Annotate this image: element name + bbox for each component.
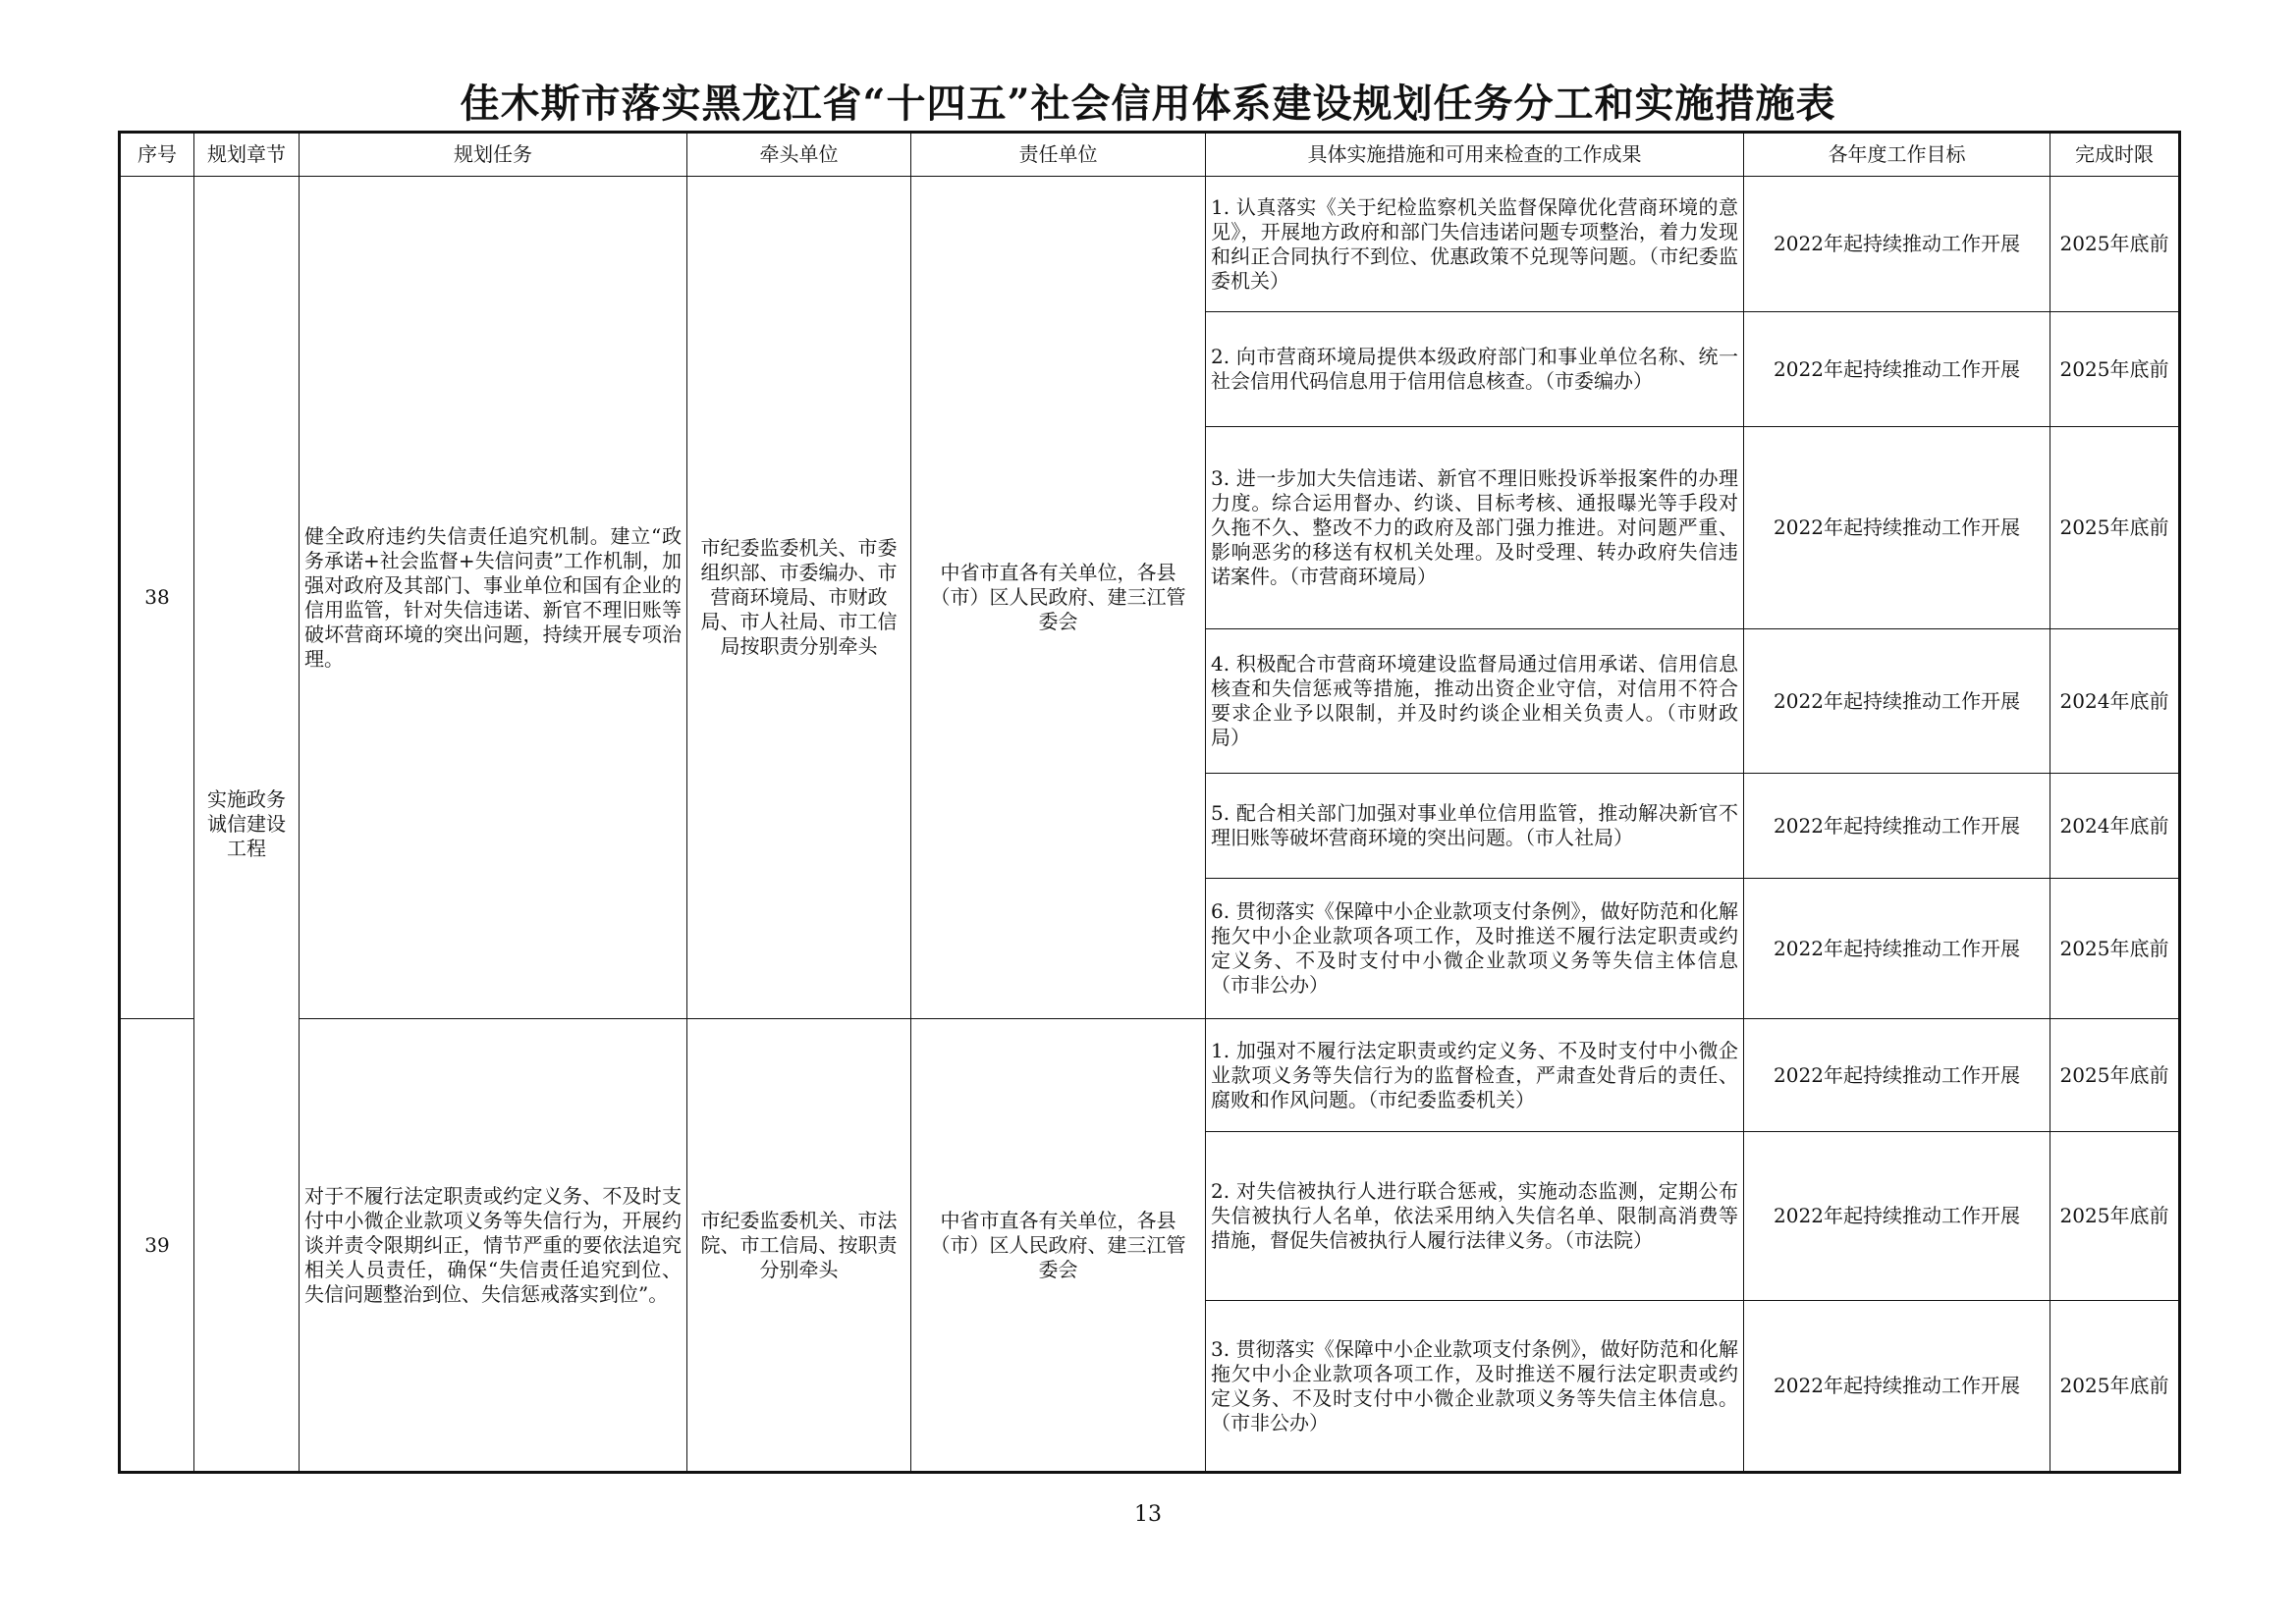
table-row xyxy=(120,177,2180,312)
task-cell: 健全政府违约失信责任追究机制。建立“政务承诺+社会监督+失信问责”工作机制，加强对政府及其部门、事业单位和国有企业的信用监管，针对失信违诺、新官不理旧账等破坏营商环境的突出问题，持续开展专项治理。 xyxy=(300,177,687,1019)
header-lead: 牵头单位 xyxy=(687,133,911,177)
row-no: 38 xyxy=(120,177,194,1019)
resp-cell: 中省市直各有关单位，各县（市）区人民政府、建三江管委会 xyxy=(911,1019,1206,1473)
header-row xyxy=(120,133,2180,177)
goal-cell: 2022年起持续推动工作开展 xyxy=(1744,629,2050,774)
goal-cell: 2022年起持续推动工作开展 xyxy=(1744,177,2050,312)
goal-cell: 2022年起持续推动工作开展 xyxy=(1744,879,2050,1019)
goal-cell: 2022年起持续推动工作开展 xyxy=(1744,312,2050,427)
measure-cell: 2. 向市营商环境局提供本级政府部门和事业单位名称、统一社会信用代码信息用于信用信息核查。（市委编办） xyxy=(1206,312,1744,427)
deadline-cell: 2025年底前 xyxy=(2050,1301,2180,1473)
measure-cell: 3. 贯彻落实《保障中小企业款项支付条例》，做好防范和化解拖欠中小企业款项各项工作，及时推送不履行法定职责或约定义务、不及时支付中小微企业款项义务等失信主体信息。（市非公办） xyxy=(1206,1301,1744,1473)
deadline-cell: 2025年底前 xyxy=(2050,177,2180,312)
goal-cell: 2022年起持续推动工作开展 xyxy=(1744,1132,2050,1301)
header-chapter: 规划章节 xyxy=(194,133,300,177)
deadline-cell: 2025年底前 xyxy=(2050,427,2180,629)
row-no: 39 xyxy=(120,1019,194,1473)
lead-cell: 市纪委监委机关、市法院、市工信局、按职责分别牵头 xyxy=(687,1019,911,1473)
deadline-cell: 2025年底前 xyxy=(2050,879,2180,1019)
resp-cell: 中省市直各有关单位，各县（市）区人民政府、建三江管委会 xyxy=(911,177,1206,1019)
measure-cell: 5. 配合相关部门加强对事业单位信用监管，推动解决新官不理旧账等破坏营商环境的突出问题。（市人社局） xyxy=(1206,774,1744,879)
table-row xyxy=(120,1019,2180,1132)
deadline-cell: 2025年底前 xyxy=(2050,312,2180,427)
measure-cell: 1. 加强对不履行法定职责或约定义务、不及时支付中小微企业款项义务等失信行为的监督检查，严肃查处背后的责任、腐败和作风问题。（市纪委监委机关） xyxy=(1206,1019,1744,1132)
header-resp: 责任单位 xyxy=(911,133,1206,177)
deadline-cell: 2025年底前 xyxy=(2050,1132,2180,1301)
deadline-cell: 2024年底前 xyxy=(2050,774,2180,879)
chapter-cell: 实施政务诚信建设工程 xyxy=(194,177,300,1473)
deadline-cell: 2025年底前 xyxy=(2050,1019,2180,1132)
measure-cell: 6. 贯彻落实《保障中小企业款项支付条例》，做好防范和化解拖欠中小企业款项各项工作，及时推送不履行法定职责或约定义务、不及时支付中小微企业款项义务等失信主体信息（市非公办） xyxy=(1206,879,1744,1019)
lead-cell: 市纪委监委机关、市委组织部、市委编办、市营商环境局、市财政局、市人社局、市工信局按职责分别牵头 xyxy=(687,177,911,1019)
header-goal: 各年度工作目标 xyxy=(1744,133,2050,177)
measure-cell: 2. 对失信被执行人进行联合惩戒，实施动态监测，定期公布失信被执行人名单，依法采用纳入失信名单、限制高消费等措施，督促失信被执行人履行法律义务。（市法院） xyxy=(1206,1132,1744,1301)
goal-cell: 2022年起持续推动工作开展 xyxy=(1744,1019,2050,1132)
header-task: 规划任务 xyxy=(300,133,687,177)
goal-cell: 2022年起持续推动工作开展 xyxy=(1744,774,2050,879)
measure-cell: 1. 认真落实《关于纪检监察机关监督保障优化营商环境的意见》，开展地方政府和部门失信违诺问题专项整治，着力发现和纠正合同执行不到位、优惠政策不兑现等问题。（市纪委监委机关） xyxy=(1206,177,1744,312)
document-title: 佳木斯市落实黑龙江省“十四五”社会信用体系建设规划任务分工和实施措施表 xyxy=(460,81,1836,127)
task-table xyxy=(118,131,2181,1474)
measure-cell: 4. 积极配合市营商环境建设监督局通过信用承诺、信用信息核查和失信惩戒等措施，推动出资企业守信，对信用不符合要求企业予以限制，并及时约谈企业相关负责人。（市财政局） xyxy=(1206,629,1744,774)
header-no: 序号 xyxy=(120,133,194,177)
page-number: 13 xyxy=(1134,1502,1162,1527)
goal-cell: 2022年起持续推动工作开展 xyxy=(1744,1301,2050,1473)
header-measures: 具体实施措施和可用来检查的工作成果 xyxy=(1206,133,1744,177)
task-cell: 对于不履行法定职责或约定义务、不及时支付中小微企业款项义务等失信行为，开展约谈并责令限期纠正，情节严重的要依法追究相关人员责任，确保“失信责任追究到位、失信问题整治到位、失信惩戒落实到位”。 xyxy=(300,1019,687,1473)
measure-cell: 3. 进一步加大失信违诺、新官不理旧账投诉举报案件的办理力度。综合运用督办、约谈、目标考核、通报曝光等手段对久拖不久、整改不力的政府及部门强力推进。对问题严重、影响恶劣的移送有权机关处理。及时受理、转办政府失信违诺案件。（市营商环境局） xyxy=(1206,427,1744,629)
deadline-cell: 2024年底前 xyxy=(2050,629,2180,774)
goal-cell: 2022年起持续推动工作开展 xyxy=(1744,427,2050,629)
header-deadline: 完成时限 xyxy=(2050,133,2180,177)
